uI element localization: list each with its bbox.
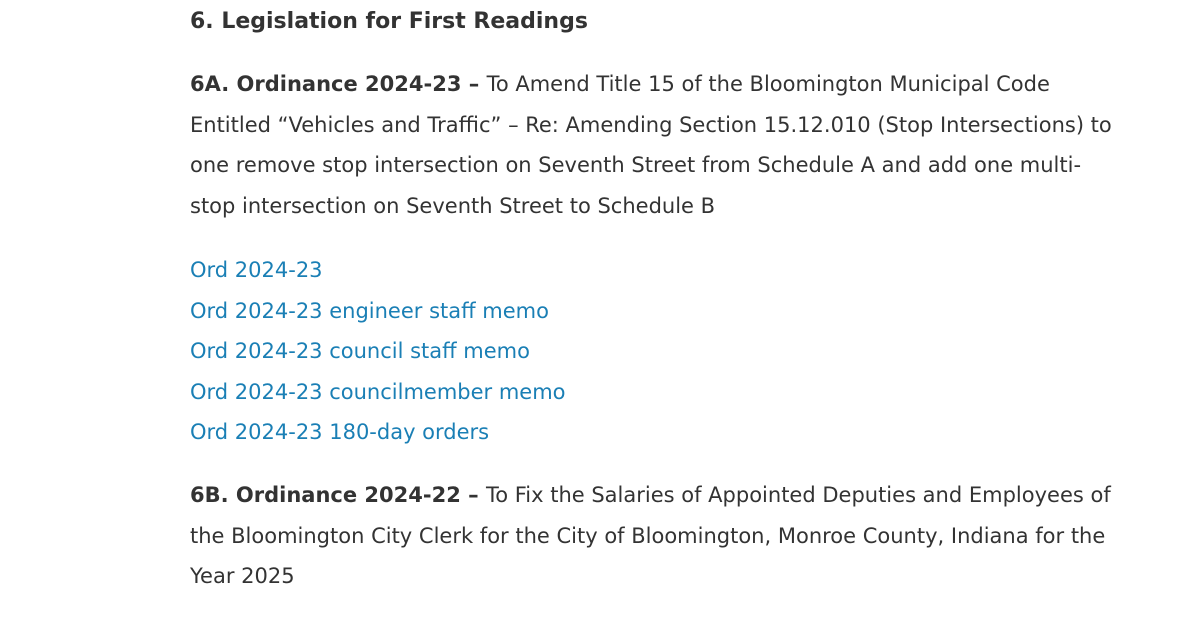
- agenda-item-6a-documents: [190, 250, 566, 453]
- document-list-item: [190, 291, 566, 332]
- section-heading: 6. Legislation for First Readings: [190, 9, 588, 34]
- document-list-item: [190, 331, 566, 372]
- document-list-item: [190, 250, 566, 291]
- ord-2024-23-engineer-staff-memo-link[interactable]: Ord 2024-23 engineer staff memo: [190, 298, 549, 323]
- ord-2024-23-council-staff-memo-link[interactable]: Ord 2024-23 council staff memo: [190, 339, 530, 363]
- agenda-item-6a-separator: –: [461, 72, 487, 96]
- ord-2024-23-councilmember-memo-link[interactable]: Ord 2024-23 councilmember memo: [190, 379, 566, 404]
- document-list-item: [190, 412, 566, 453]
- agenda-item-6a-description: To Amend Title 15 of the Bloomington Municipal Code Entitled “Vehicles and Traffic” – Re: Amending Section 15.12.010 (Stop Intersections) to one remove stop intersection on Seventh Street from Schedule A and add one multi-stop intersection on Seventh Street to Schedule B: [190, 72, 1112, 218]
- ord-2024-23-link[interactable]: Ord 2024-23: [190, 258, 323, 282]
- agenda-item-6b-id: 6B. Ordinance 2024-22: [190, 483, 461, 507]
- agenda-item-6a-id: 6A. Ordinance 2024-23: [190, 72, 462, 96]
- agenda-item-6b-separator: –: [460, 483, 486, 507]
- agenda-item-6b: [190, 475, 1120, 597]
- document-list-item: [190, 372, 566, 413]
- agenda-item-6a: [190, 64, 1120, 226]
- agenda-item-6b-description: To Fix the Salaries of Appointed Deputies and Employees of the Bloomington City Clerk for the City of Bloomington, Monroe County, Indiana for the Year 2025: [190, 483, 1111, 588]
- ord-2024-23-180-day-orders-link[interactable]: Ord 2024-23 180-day orders: [190, 420, 490, 444]
